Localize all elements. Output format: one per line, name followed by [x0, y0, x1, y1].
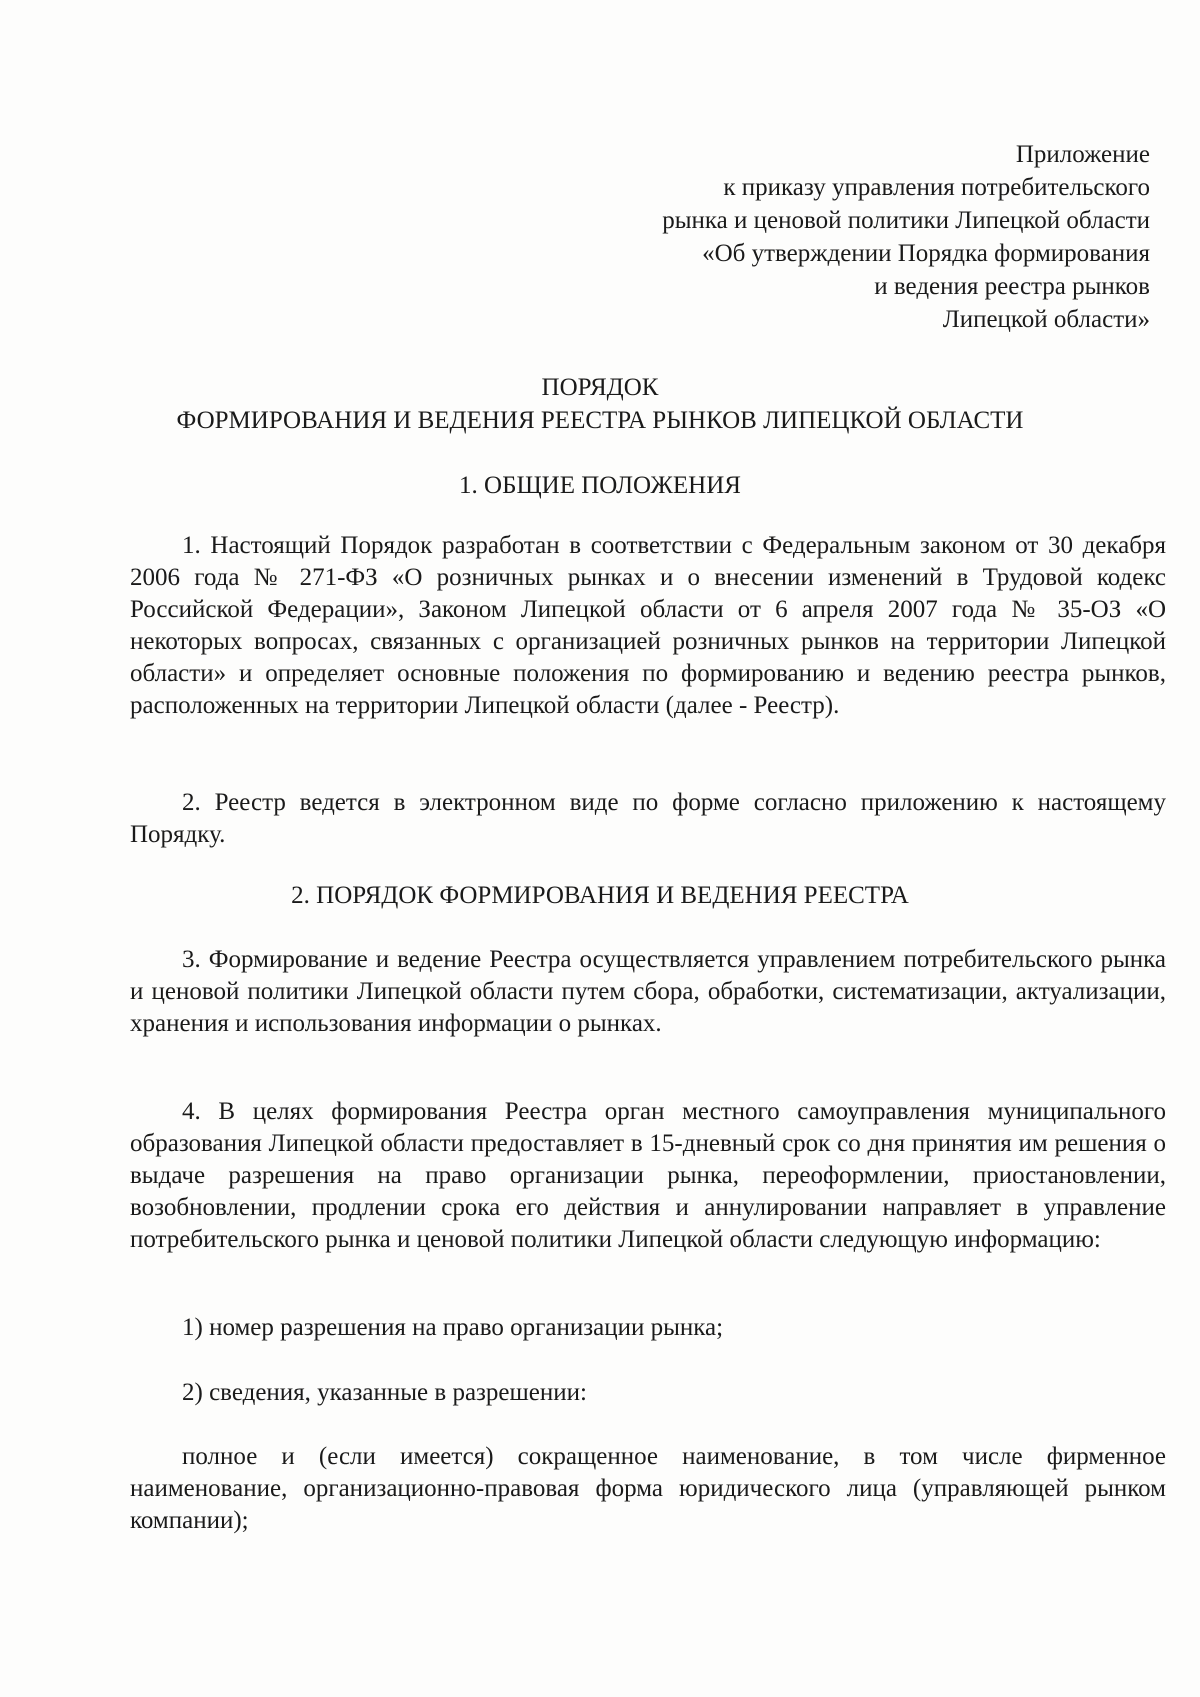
paragraph-4: 4. В целях формирования Реестра орган местного самоуправления муниципального образования Липецкой области предоставляет в 15-дневный срок со дня принятия им решения о выдаче разрешения на право организации рынка, переоформлении, приостановлении, возобновлении, продлении срока его действия и аннулировании направляет в управление потребительского рынка и ценовой политики Липецкой области следующую информацию: [130, 1098, 1166, 1253]
paragraph-6: 2) сведения, указанные в разрешении: [182, 1379, 587, 1406]
paragraph-7: полное и (если имеется) сокращенное наименование, в том числе фирменное наименование, организационно-правовая форма юридического лица (управляющей рынком компании); [130, 1443, 1166, 1534]
paragraph-5: 1) номер разрешения на право организации рынка; [182, 1314, 724, 1341]
appendix-line: и ведения реестра рынков [874, 273, 1150, 300]
paragraph-1: 1. Настоящий Порядок разработан в соответствии с Федеральным законом от 30 декабря 2006 года № 271-ФЗ «О розничных рынках и о внесении изменений в Трудовой кодекс Российской Федерации», Законом Липецкой области от 6 апреля 2007 года № 35-ОЗ «О некоторых вопросах, связанных с организацией розничных рынков на территории Липецкой области» и определяет основные положения по формированию и ведению реестра рынков, расположенных на территории Липецкой области (далее - Реестр). [130, 532, 1166, 719]
appendix-line: Приложение [1015, 141, 1150, 168]
appendix-line: к приказу управления потребительского [723, 174, 1150, 201]
document-title: ПОРЯДОК [541, 374, 659, 401]
appendix-line: Липецкой области» [942, 306, 1150, 333]
appendix-line: рынка и ценовой политики Липецкой области [662, 207, 1150, 234]
paragraph-2: 2. Реестр ведется в электронном виде по форме согласно приложению к настоящему Порядку. [130, 789, 1166, 848]
appendix-block [530, 138, 1150, 336]
document-subtitle: ФОРМИРОВАНИЯ И ВЕДЕНИЯ РЕЕСТРА РЫНКОВ ЛИПЕЦКОЙ ОБЛАСТИ [176, 407, 1024, 434]
appendix-line: «Об утверждении Порядка формирования [702, 240, 1150, 267]
section-heading-general: 1. ОБЩИЕ ПОЛОЖЕНИЯ [459, 472, 741, 499]
section-heading-procedure: 2. ПОРЯДОК ФОРМИРОВАНИЯ И ВЕДЕНИЯ РЕЕСТРА [291, 882, 909, 909]
paragraph-3: 3. Формирование и ведение Реестра осуществляется управлением потребительского рынка и ценовой политики Липецкой области путем сбора, обработки, систематизации, актуализации, хранения и использования информации о рынках. [130, 946, 1166, 1037]
